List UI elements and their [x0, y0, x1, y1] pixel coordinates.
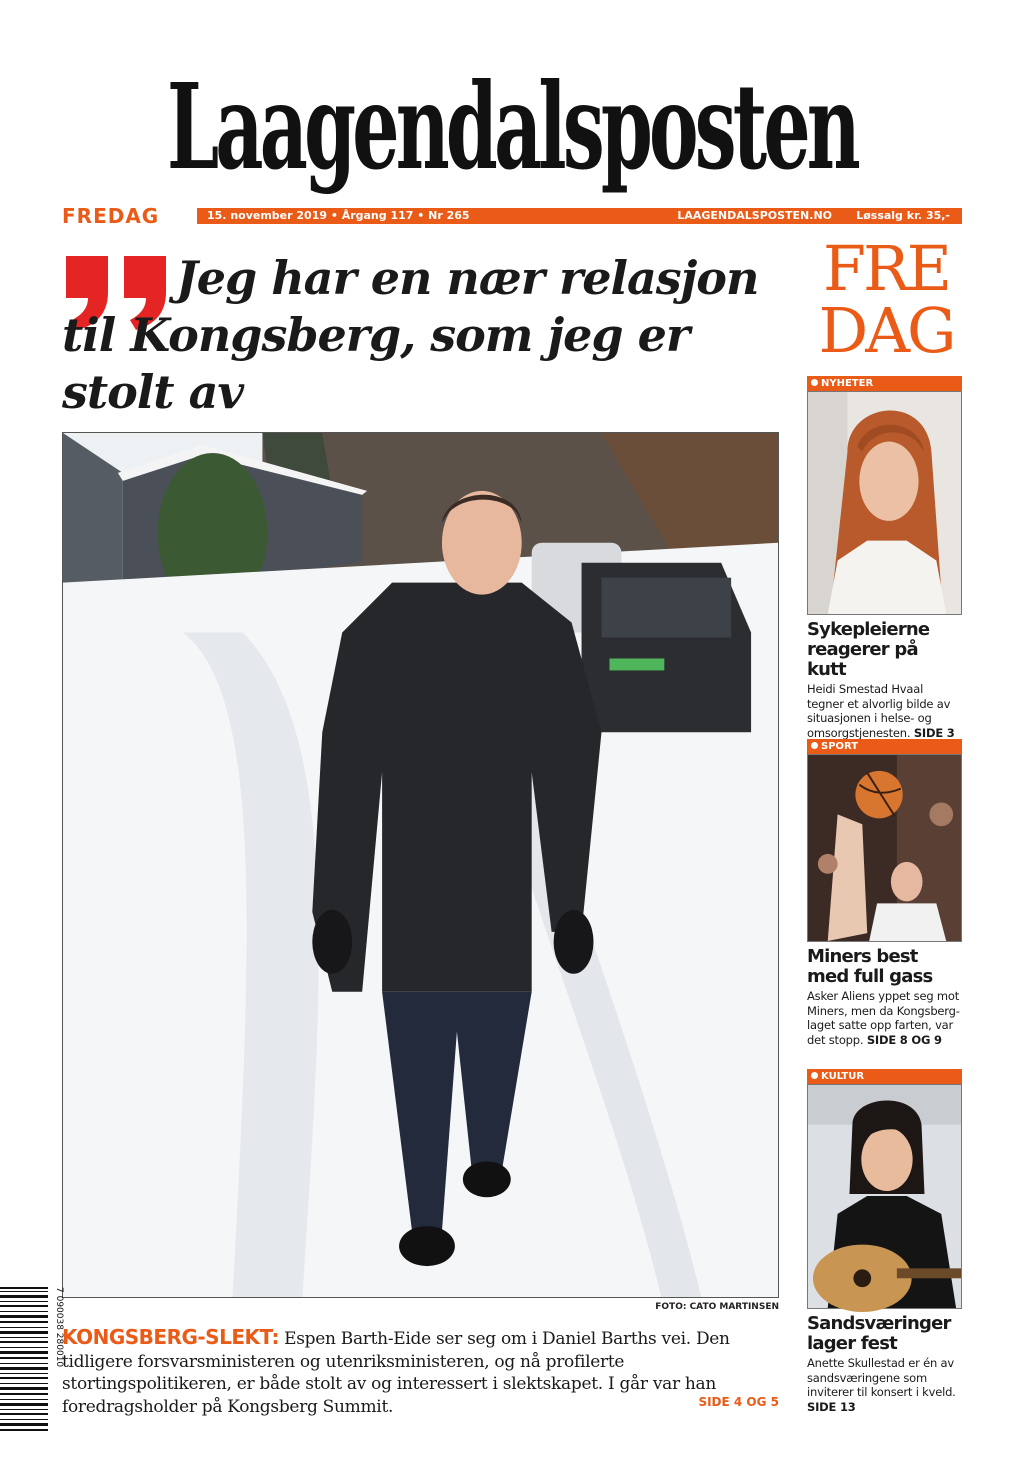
dateline-day: FREDAG — [62, 204, 160, 228]
bullet-icon — [811, 379, 818, 386]
sidebar-item-kultur[interactable] — [807, 1069, 962, 1414]
section-tag — [807, 376, 962, 391]
sport-photo[interactable] — [807, 754, 962, 942]
lead-text: Espen Barth-Eide ser seg om i Daniel Barths vei. Den tidligere forsvarsministeren og utenriksministeren, og nå profilerte stortingspolitikeren, er både stolt av og interessert i slektskapet. I går var han foredragsholder på Kongsberg Summit. — [62, 1329, 730, 1417]
fredag-line-1: FRE — [823, 232, 949, 305]
section-tag-label: NYHETER — [821, 378, 874, 389]
barcode — [0, 1285, 64, 1435]
section-tag — [807, 739, 962, 754]
dateline-bar — [197, 208, 962, 224]
sidebar-desc-text: Asker Aliens yppet seg mot Miners, men da Kongsberg-laget satte opp farten, var det stopp. — [807, 989, 960, 1047]
issue-info: 15. november 2019 • Årgang 117 • Nr 265 — [207, 209, 470, 222]
sidebar-title[interactable]: Sandsværinger lager fest — [807, 1313, 951, 1354]
sidebar-desc — [807, 1356, 962, 1414]
price-label: Løssalg kr. 35,- — [856, 209, 950, 222]
sidebar-desc-text: Anette Skullestad er én av sandsværingene som inviterer til konsert i kveld. — [807, 1356, 956, 1399]
sidebar-page-ref[interactable]: SIDE 3 — [913, 725, 955, 740]
sidebar-desc-text: Heidi Smestad Hvaal tegner et alvorlig bilde av situasjonen i helse- og omsorgstjenesten. — [807, 682, 951, 740]
barcode-number: 7 090038 280010 — [54, 1287, 64, 1368]
photo-credit: FOTO: CATO MARTINSEN — [655, 1302, 779, 1312]
sidebar-desc — [807, 682, 962, 740]
masthead-title: Laagendalsposten — [167, 57, 860, 196]
fredag-badge — [806, 232, 966, 367]
bullet-icon — [811, 1072, 818, 1079]
lead-kicker: KONGSBERG-SLEKT: — [62, 1325, 280, 1349]
lead-page-ref[interactable]: SIDE 4 OG 5 — [698, 1395, 779, 1409]
section-tag-label: SPORT — [821, 741, 859, 752]
section-tag — [807, 1069, 962, 1084]
sidebar-item-nyheter[interactable] — [807, 376, 962, 740]
sidebar-page-ref[interactable]: SIDE 8 OG 9 — [866, 1032, 942, 1047]
main-headline[interactable]: Jeg har en nær relasjon til Kongsberg, som jeg er stolt av — [62, 251, 759, 419]
section-tag-label: KULTUR — [821, 1071, 865, 1082]
bullet-icon — [811, 742, 818, 749]
sidebar-title[interactable]: Sykepleierne reagerer på kutt — [807, 619, 930, 680]
main-photo[interactable] — [62, 432, 779, 1298]
nyheter-photo[interactable] — [807, 391, 962, 615]
sidebar-title[interactable]: Miners best med full gass — [807, 946, 933, 987]
sidebar-page-ref[interactable]: SIDE 13 — [807, 1399, 856, 1414]
sidebar-desc — [807, 989, 962, 1047]
sidebar-item-sport[interactable] — [807, 739, 962, 1047]
masthead-logo — [150, 40, 874, 200]
dateline — [62, 205, 962, 227]
fredag-line-2: DAG — [818, 294, 954, 367]
kultur-photo[interactable] — [807, 1084, 962, 1309]
website-link[interactable]: LAAGENDALSPOSTEN.NO — [677, 209, 832, 222]
